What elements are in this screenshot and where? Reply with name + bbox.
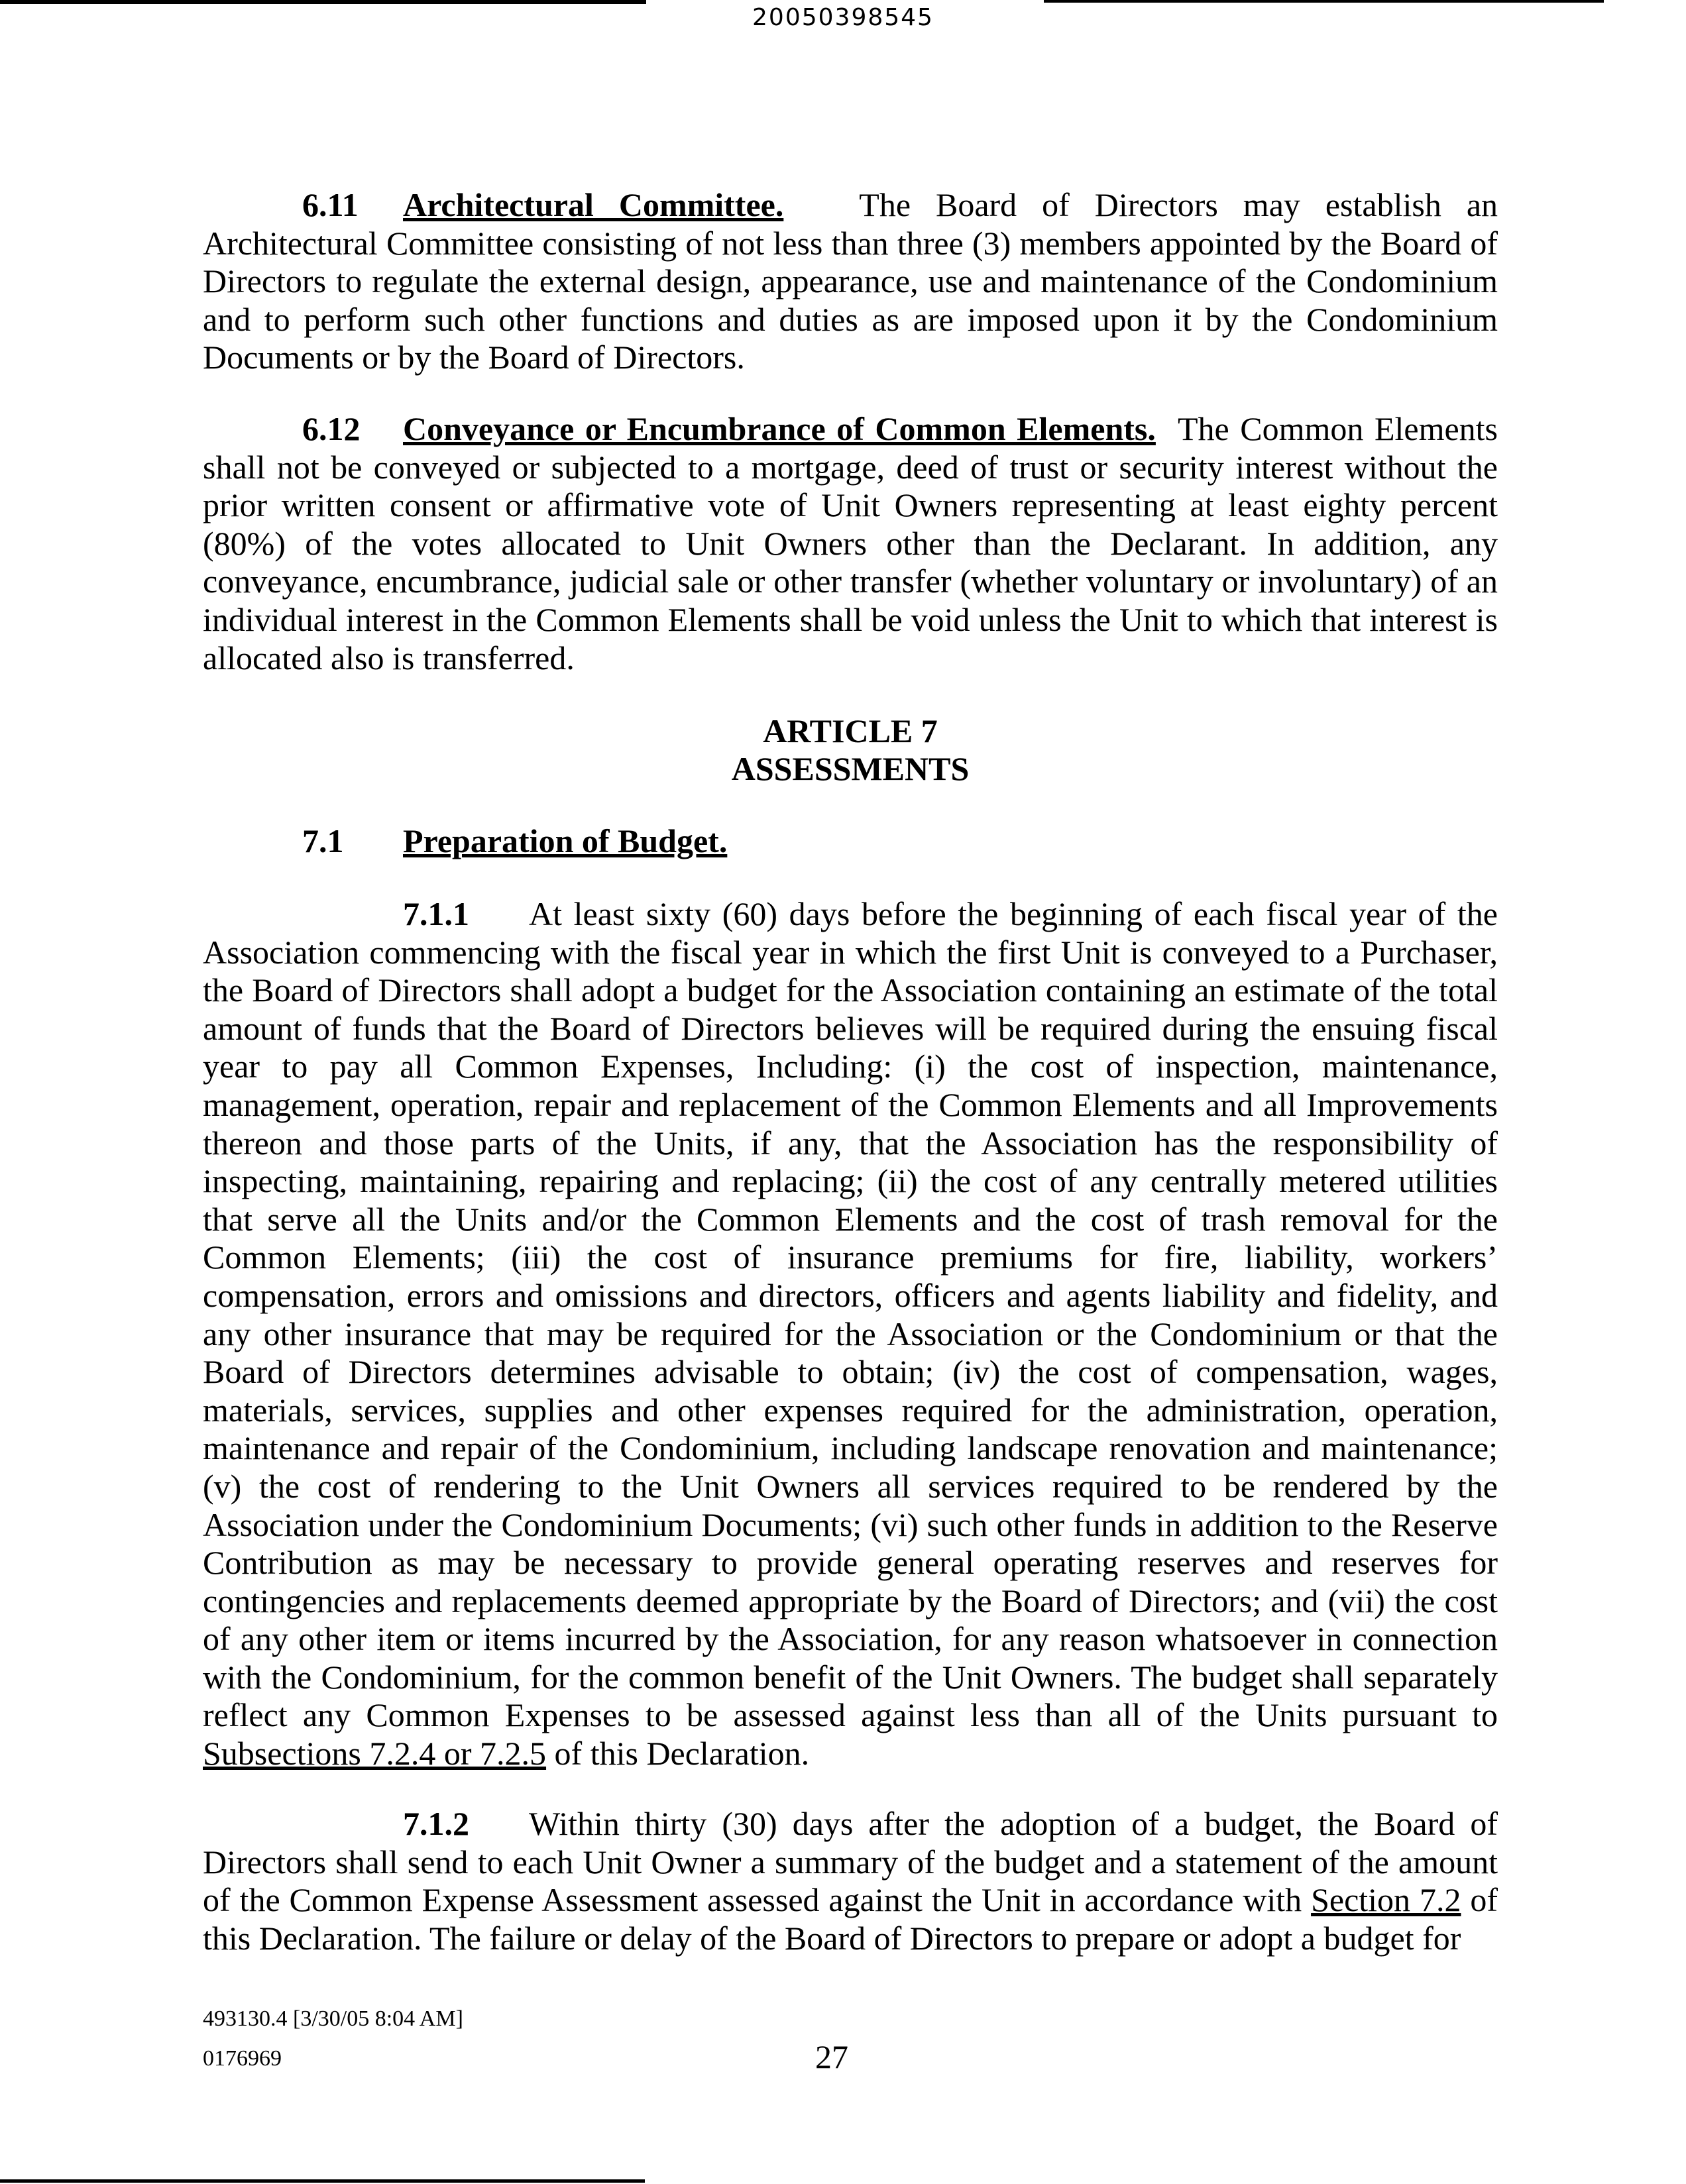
section-heading: Conveyance or Encumbrance of Common Elements.: [403, 410, 1156, 447]
section-7-1: [203, 822, 1498, 861]
section-body: The Common Elements shall not be conveyed or subjected to a mortgage, deed of trust or security interest without the prior written consent or affirmative vote of Unit Owners representing at least eighty percent (80%) of the votes allocated to Unit Owners other than the Declarant. In addition, any conveyance, encumbrance, judicial sale or other transfer (whether voluntary or involuntary) of an individual interest in the Common Elements shall be void unless the Unit to which that interest is allocated also is transferred.: [203, 410, 1498, 677]
footer-client-number: 0176969: [203, 2046, 282, 2071]
section-number: 7.1: [302, 822, 344, 859]
cross-reference-link: Subsections 7.2.4 or 7.2.5: [203, 1735, 547, 1773]
section-heading: Architectural Committee.: [403, 186, 784, 223]
scan-edge-bottom: [0, 2179, 645, 2183]
article-subtitle: ASSESSMENTS: [731, 750, 970, 787]
section-body-end: of this Declaration.: [546, 1735, 810, 1773]
document-number: 20050398545: [752, 4, 934, 31]
section-body: The Board of Directors may establish an Architectural Committee consisting of not less than three (3) members appointed by the Board of Directors to regulate the external design, appearance, use and maintenance of the Condominium and to perform such other functions and duties as are imposed upon it by the Condominium Documents or by the Board of Directors.: [203, 186, 1498, 376]
section-7-1-2: [203, 1805, 1498, 1957]
section-body: At least sixty (60) days before the beginning of each fiscal year of the Association commencing with the fiscal year in which the first Unit is conveyed to a Purchaser, the Board of Directors shall adopt a budget for the Association containing an estimate of the total amount of funds that the Board of Directors believes will be required during the ensuing fiscal year to pay all Common Expenses, Including: (i) the cost of inspection, maintenance, management, operation, repair and replacement of the Common Elements and all Improvements thereon and those parts of the Units, if any, that the Association has the responsibility of inspecting, maintaining, repairing and replacing; (ii) the cost of any centrally metered utilities that serve all the Units and/or the Common Elements and the cost of trash removal for the Common Elements; (iii) the cost of insurance premiums for fire, liability, workers’ compensation, errors and omissions and directors, officers and agents liability and fidelity, and any other insurance that may be required for the Association or the Condominium or that the Board of Directors determines advisable to obtain; (iv) the cost of compensation, wages, materials, services, supplies and other expenses required for the administration, operation, maintenance and repair of the Condominium, including landscape renovation and maintenance; (v) the cost of rendering to the Unit Owners all services required to be rendered by the Association under the Condominium Documents; (vi) such other funds in addition to the Reserve Contribution as may be necessary to provide general operating reserves and reserves for contingencies and replacements deemed appropriate by the Board of Directors; and (vii) the cost of any other item or items incurred by the Association, for any reason whatsoever in connection with the Condominium, for the common benefit of the Unit Owners. The budget shall separately reflect any Common Expenses to be assessed against less than all of the Units pursuant to: [203, 895, 1498, 1734]
section-number: 7.1.2: [403, 1805, 469, 1842]
section-7-1-1: [203, 895, 1498, 1773]
section-6-12: [203, 410, 1498, 677]
section-number: 6.11: [302, 186, 359, 223]
section-body: Within thirty (30) days after the adoption of a budget, the Board of Directors shall send to each Unit Owner a summary of the budget and a statement of the amount of the Common Expense Assessment assessed against the Unit in accordance with: [203, 1805, 1498, 1919]
cross-reference-link: Section 7.2: [1311, 1881, 1461, 1919]
section-body-end: of this Declaration. The failure or delay of the Board of Directors to prepare or adopt a budget for: [203, 1881, 1498, 1957]
section-number: 6.12: [302, 410, 361, 447]
page-number: 27: [815, 2038, 848, 2075]
section-6-11: [203, 186, 1498, 377]
section-number: 7.1.1: [403, 895, 469, 932]
section-heading: Preparation of Budget.: [403, 822, 728, 859]
footer-doc-ref: 493130.4 [3/30/05 8:04 AM]: [203, 2006, 463, 2031]
scan-edge-top-right: [1044, 0, 1604, 3]
article-title: ARTICLE 7: [763, 712, 938, 749]
